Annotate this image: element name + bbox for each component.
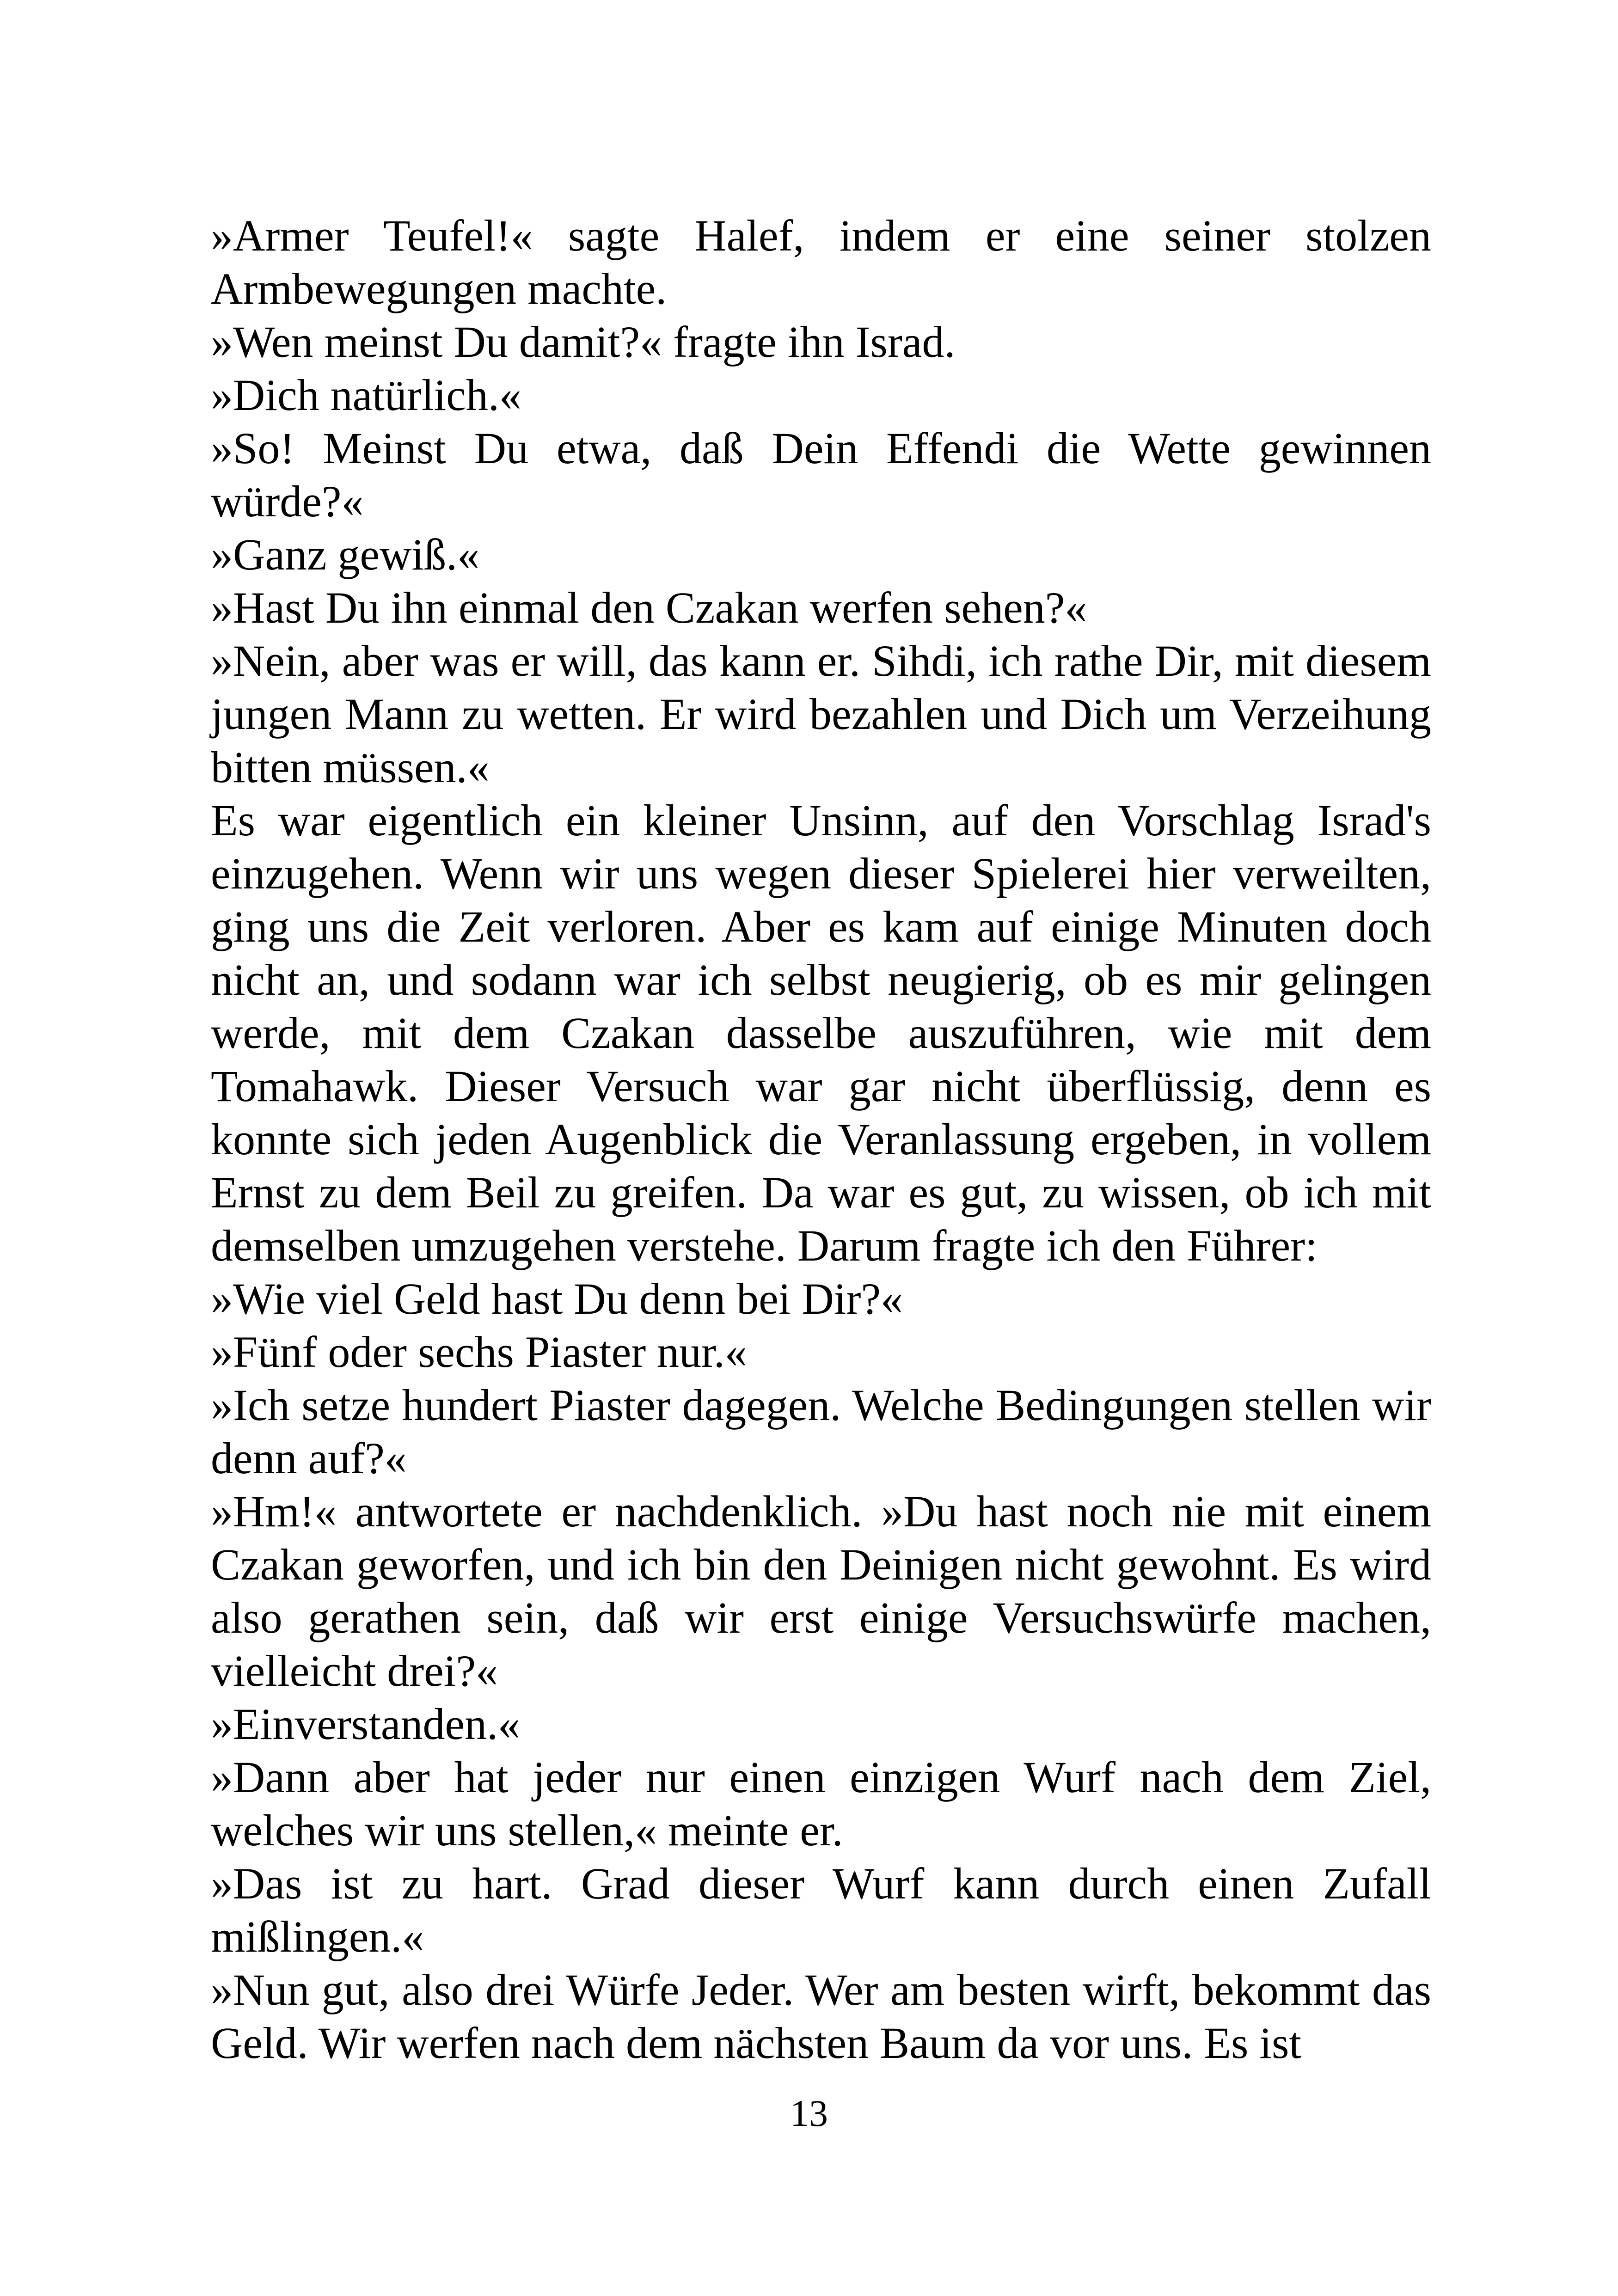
paragraph: »Armer Teufel!« sagte Halef, indem er eine seiner stolzen Armbewegungen machte.: [211, 211, 1431, 313]
paragraph: »Dann aber hat jeder nur einen einzigen Wurf nach dem Ziel, welches wir uns stellen,« meinte er.: [211, 1752, 1431, 1855]
paragraph: »Dich natürlich.«: [211, 370, 521, 420]
paragraph: »Wen meinst Du damit?« fragte ihn Israd.: [211, 317, 956, 367]
paragraph: »Ich setze hundert Piaster dagegen. Welche Bedingungen stellen wir denn auf?«: [211, 1380, 1431, 1483]
paragraph: »Hast Du ihn einmal den Czakan werfen sehen?«: [211, 583, 1087, 632]
paragraph: »Nun gut, also drei Würfe Jeder. Wer am besten wirft, bekommt das Geld. Wir werfen nach dem nächsten Baum da vor uns. Es ist: [211, 1965, 1431, 2068]
paragraph: »Einverstanden.«: [211, 1699, 521, 1749]
paragraph: »So! Meinst Du etwa, daß Dein Effendi die Wette gewinnen würde?«: [211, 423, 1431, 526]
body-text: [211, 209, 1431, 2069]
paragraph: »Nein, aber was er will, das kann er. Sihdi, ich rathe Dir, mit diesem jungen Mann zu wetten. Er wird bezahlen und Dich um Verzeihung bitten müssen.«: [211, 636, 1431, 792]
paragraph: »Fünf oder sechs Piaster nur.«: [211, 1327, 747, 1377]
paragraph: »Ganz gewiß.«: [211, 530, 480, 579]
paragraph: Es war eigentlich ein kleiner Unsinn, auf den Vorschlag Israd's einzugehen. Wenn wir uns wegen dieser Spielerei hier verweilten, ging uns die Zeit verloren. Aber es kam auf einige Minuten doch nicht an, und sodann war ich selbst neugierig, ob es mir gelingen werde, mit dem Czakan dasselbe auszuführen, wie mit dem Tomahawk. Dieser Versuch war gar nicht überflüssig, denn es konnte sich jeden Augenblick die Veranlassung ergeben, in vollem Ernst zu dem Beil zu greifen. Da war es gut, zu wissen, ob ich mit demselben umzugehen verstehe. Darum fragte ich den Führer:: [211, 796, 1431, 1270]
paragraph: »Wie viel Geld hast Du denn bei Dir?«: [211, 1274, 903, 1323]
page-number: 13: [790, 2092, 828, 2134]
paragraph: »Das ist zu hart. Grad dieser Wurf kann durch einen Zufall mißlingen.«: [211, 1859, 1431, 1961]
paragraph: »Hm!« antwortete er nachdenklich. »Du hast noch nie mit einem Czakan geworfen, und ich bin den Deinigen nicht gewohnt. Es wird also gerathen sein, daß wir erst einige Versuchswürfe machen, vielleicht drei?«: [211, 1487, 1431, 1696]
